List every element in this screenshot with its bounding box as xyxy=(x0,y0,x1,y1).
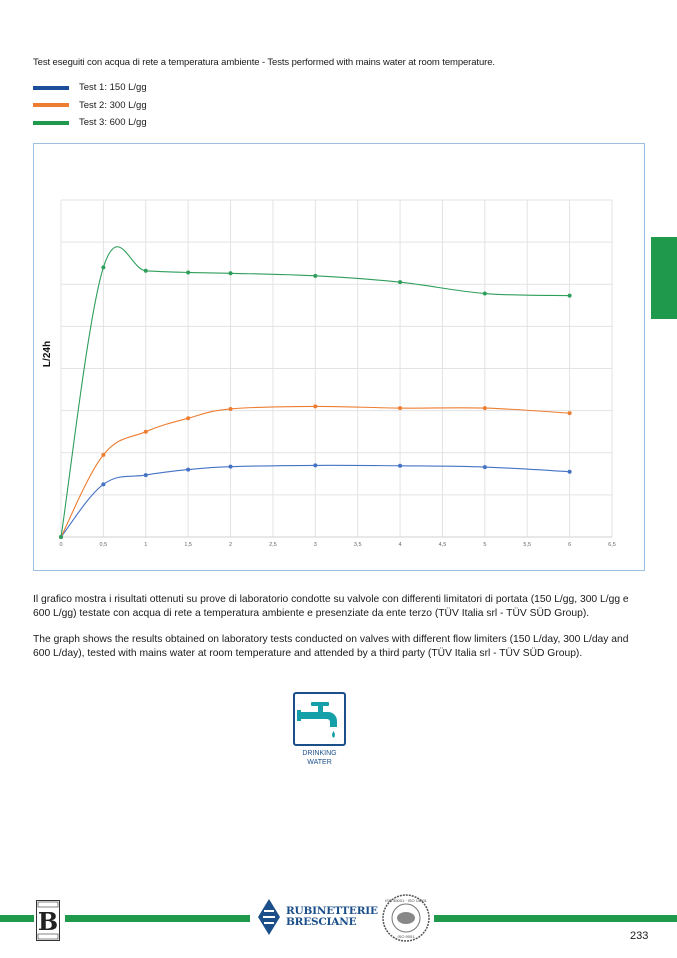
brand-line2: BRESCIANE xyxy=(286,916,357,928)
x-tick-label: 1,5 xyxy=(184,542,192,548)
data-point xyxy=(144,430,148,434)
x-tick-label: 0 xyxy=(59,542,63,548)
footer-bar-left xyxy=(0,915,34,922)
drinking-water-badge xyxy=(293,692,346,746)
footer-bar-middle xyxy=(65,915,250,922)
footer-bar-right xyxy=(434,915,677,922)
drinking-water-label xyxy=(283,749,356,767)
data-point xyxy=(568,294,572,298)
data-point xyxy=(101,453,105,457)
legend-label: Test 3: 600 L/gg xyxy=(79,117,147,129)
data-point xyxy=(483,292,487,296)
data-point xyxy=(101,482,105,486)
x-tick-label: 4 xyxy=(398,542,402,548)
section-tab xyxy=(651,237,677,319)
legend-swatch xyxy=(33,121,69,125)
x-tick-label: 1 xyxy=(144,542,148,548)
data-point xyxy=(186,270,190,274)
svg-text:ISO 45001 · ISO 14001: ISO 45001 · ISO 14001 xyxy=(385,898,427,903)
data-point xyxy=(313,404,317,408)
x-tick-label: 5,5 xyxy=(523,542,532,548)
data-point xyxy=(186,416,190,420)
badge-label-line2: WATER xyxy=(307,759,332,766)
data-point xyxy=(144,269,148,273)
chart-frame xyxy=(33,143,645,571)
data-point xyxy=(398,464,402,468)
description-italian: Il grafico mostra i risultati ottenuti su prove di laboratorio condotte su valvole con differenti limitatori di portata (150 L/gg, 300 L/gg e 600 L/gg) testate con acqua di rete a temperatura ambiente e presenziate da ente terzo (TÜV Italia srl - TÜV SÜD Group). xyxy=(33,594,629,619)
brand-name xyxy=(286,906,378,928)
iso-certification-seal xyxy=(381,893,431,943)
x-tick-label: 3 xyxy=(313,542,317,548)
data-point xyxy=(101,265,105,269)
x-tick-label: 2,5 xyxy=(269,542,277,548)
brand-line1: RUBINETTERIE xyxy=(286,905,378,917)
water-tap-icon xyxy=(295,694,344,744)
description-english: The graph shows the results obtained on laboratory tests conducted on valves with different flow limiters (150 L/day, 300 L/day and 600 L/day), tested with mains water at room temperature and attended by a third party (TÜV Italia srl - TÜV SÜD Group). xyxy=(33,634,629,659)
legend xyxy=(33,79,147,132)
legend-swatch xyxy=(33,103,69,107)
legend-item xyxy=(33,97,147,115)
legend-item xyxy=(33,114,147,132)
y-axis-label: L/24h xyxy=(42,340,53,368)
x-tick-label: 5 xyxy=(483,542,487,548)
data-point xyxy=(568,411,572,415)
x-tick-label: 6,5 xyxy=(608,542,616,548)
x-tick-label: 2 xyxy=(229,542,233,548)
data-point xyxy=(483,406,487,410)
data-point xyxy=(398,280,402,284)
intro-text: Test eseguiti con acqua di rete a temperatura ambiente - Tests performed with mains water at room temperature. xyxy=(33,57,495,68)
x-tick-labels xyxy=(59,542,615,548)
legend-swatch xyxy=(33,86,69,90)
svg-text:ISO 9001: ISO 9001 xyxy=(397,934,415,939)
b-emblem-logo xyxy=(36,900,60,941)
data-point xyxy=(398,406,402,410)
line-chart xyxy=(34,144,646,572)
badge-label-line1: DRINKING xyxy=(302,750,337,757)
data-point xyxy=(229,465,233,469)
legend-label: Test 1: 150 L/gg xyxy=(79,82,147,94)
data-point xyxy=(59,535,63,539)
x-tick-label: 3,5 xyxy=(353,542,362,548)
data-point xyxy=(313,463,317,467)
data-point xyxy=(313,274,317,278)
data-point xyxy=(568,470,572,474)
page-number: 233 xyxy=(630,930,649,942)
data-point xyxy=(186,468,190,472)
legend-label: Test 2: 300 L/gg xyxy=(79,99,147,111)
legend-item xyxy=(33,79,147,97)
data-point xyxy=(144,473,148,477)
data-point xyxy=(483,465,487,469)
chart-grid xyxy=(61,200,612,537)
svg-text:B: B xyxy=(37,907,59,936)
x-tick-label: 0,5 xyxy=(99,542,108,548)
data-point xyxy=(229,271,233,275)
data-point xyxy=(229,407,233,411)
x-tick-label: 4,5 xyxy=(438,542,447,548)
x-tick-label: 6 xyxy=(568,542,572,548)
